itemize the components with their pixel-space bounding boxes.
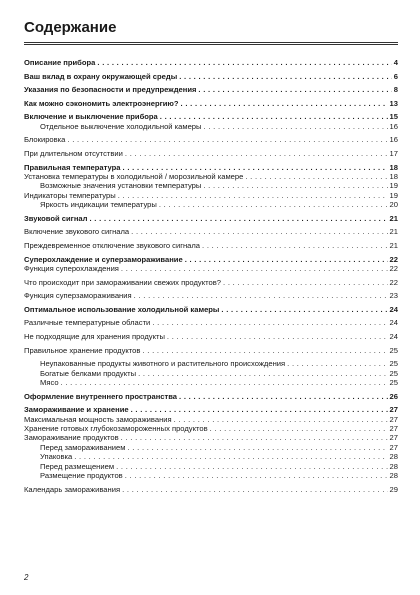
toc-leader-dots <box>245 172 387 181</box>
toc-entry <box>24 163 398 172</box>
toc-leader-dots <box>179 72 392 81</box>
toc-entry-page: 28 <box>389 452 398 462</box>
toc-entry-page: 24 <box>389 331 398 341</box>
toc-leader-dots <box>159 200 388 209</box>
toc-entry-page: 28 <box>389 470 398 480</box>
toc-entry <box>24 462 398 471</box>
toc-entry-title: Установка температуры в холодильной / морозильной камере <box>24 171 244 181</box>
toc-entry <box>24 369 398 378</box>
toc-leader-dots <box>287 359 387 368</box>
toc-entry <box>24 264 398 273</box>
toc-entry-page: 4 <box>393 58 398 67</box>
toc-leader-dots <box>142 346 387 355</box>
toc-entry <box>24 255 398 264</box>
toc-entry-page: 29 <box>389 484 398 494</box>
toc-entry <box>24 58 398 67</box>
toc-entry <box>24 112 398 121</box>
toc-entry-page: 19 <box>389 181 398 191</box>
toc-leader-dots <box>204 122 388 131</box>
toc-entry-page: 8 <box>393 85 398 95</box>
toc-entry <box>24 227 398 236</box>
toc-entry <box>24 433 398 442</box>
toc-leader-dots <box>125 471 388 480</box>
toc-entry <box>24 332 398 341</box>
toc-entry <box>24 278 398 287</box>
toc-leader-dots <box>198 85 391 94</box>
toc-entry <box>24 471 398 480</box>
toc-leader-dots <box>210 424 388 433</box>
toc-leader-dots <box>61 378 388 387</box>
toc-leader-dots <box>202 241 388 250</box>
toc-leader-dots <box>121 433 388 442</box>
toc-leader-dots <box>116 462 387 471</box>
page-number: 2 <box>24 573 29 582</box>
toc-entry <box>24 181 398 190</box>
toc-entry <box>24 359 398 368</box>
toc-entry-page: 25 <box>389 368 398 378</box>
toc-entry <box>24 318 398 327</box>
toc-entry-title: Не подходящие для хранения продукты <box>24 331 165 341</box>
toc-entry <box>24 172 398 181</box>
toc-entry-title: Включение звукового сигнала <box>24 227 130 237</box>
toc-entry-page: 20 <box>389 200 398 210</box>
toc-entry-page: 21 <box>389 213 398 223</box>
toc-entry-title: Суперохлаждение и суперзамораживание <box>24 254 183 264</box>
toc-entry-page: 27 <box>389 405 398 415</box>
toc-entry-page: 22 <box>389 254 398 264</box>
toc-leader-dots <box>181 99 388 108</box>
toc-entry-title: Ваш вклад в охрану окружающей среды <box>24 71 178 81</box>
toc-entry-title: Преждевременное отключение звукового сигнала <box>24 240 201 250</box>
toc-entry-title: Мясо <box>40 377 59 387</box>
toc-leader-dots <box>203 181 387 190</box>
toc-entry-title: Индикаторы температуры <box>24 190 116 200</box>
toc-entry-page: 18 <box>389 162 398 172</box>
toc-entry <box>24 214 398 223</box>
toc-entry-page: 27 <box>389 423 398 433</box>
toc-entry-page: 25 <box>389 345 398 355</box>
toc-entry-page: 27 <box>389 433 398 443</box>
toc-entry <box>24 85 398 94</box>
toc-leader-dots <box>125 149 388 158</box>
toc-entry <box>24 291 398 300</box>
toc-entry-page: 22 <box>389 263 398 273</box>
toc-leader-dots <box>131 405 388 414</box>
toc-entry <box>24 241 398 250</box>
toc-leader-dots <box>167 332 388 341</box>
toc-entry-title: Правильное хранение продуктов <box>24 345 141 355</box>
toc-leader-dots <box>223 278 388 287</box>
toc-entry-title: Функция суперохлаждения <box>24 263 119 273</box>
toc-entry-title: Перед замораживанием <box>40 442 126 452</box>
toc-entry <box>24 485 398 494</box>
toc-entry <box>24 443 398 452</box>
toc-entry <box>24 305 398 314</box>
toc-leader-dots <box>221 305 387 314</box>
toc-leader-dots <box>67 135 387 144</box>
toc-entry-page: 22 <box>389 277 398 287</box>
toc-entry-title: Замораживание продуктов <box>24 433 119 443</box>
toc-entry-title: Описание прибора <box>24 58 96 67</box>
toc-entry <box>24 424 398 433</box>
toc-entry-title: Указания по безопасности и предупреждения <box>24 85 197 95</box>
toc-entry-title: При длительном отсутствии <box>24 148 123 158</box>
toc-entry-page: 25 <box>389 359 398 369</box>
toc-entry-page: 24 <box>389 318 398 328</box>
toc-entry-title: Упаковка <box>40 452 73 462</box>
toc-entry <box>24 378 398 387</box>
toc-leader-dots <box>97 58 391 67</box>
toc-entry-title: Максимальная мощность замораживания <box>24 414 172 424</box>
toc-entry-title: Звуковой сигнал <box>24 213 88 223</box>
toc-entry-page: 27 <box>389 414 398 424</box>
toc-leader-dots <box>122 485 387 494</box>
toc-leader-dots <box>74 452 387 461</box>
toc-entry-page: 21 <box>389 227 398 237</box>
toc-entry-title: Яркость индикации температуры <box>40 200 157 210</box>
toc-entry-page: 27 <box>389 442 398 452</box>
toc-entry <box>24 122 398 131</box>
title-rule-bottom <box>24 44 398 45</box>
toc-leader-dots <box>185 255 388 264</box>
toc-leader-dots <box>123 163 388 172</box>
toc-entry-title: Хранение готовых глубокозамороженных продуктов <box>24 423 208 433</box>
toc-entry-page: 21 <box>389 240 398 250</box>
toc-entry-page: 13 <box>389 98 398 108</box>
toc-leader-dots <box>127 443 387 452</box>
toc-entry-title: Включение и выключение прибора <box>24 112 158 122</box>
toc-leader-dots <box>89 214 387 223</box>
toc-entry-page: 6 <box>393 71 398 81</box>
toc-entry-title: Перед размещением <box>40 461 115 471</box>
toc-entry <box>24 405 398 414</box>
toc-entry <box>24 135 398 144</box>
toc-entry-title: Размещение продуктов <box>40 470 123 480</box>
toc-entry <box>24 200 398 209</box>
toc-leader-dots <box>174 415 388 424</box>
toc-leader-dots <box>138 369 387 378</box>
toc-entry <box>24 72 398 81</box>
toc-entry-title: Календарь замораживания <box>24 484 121 494</box>
toc-entry-title: Различные температурные области <box>24 318 151 328</box>
toc-entry <box>24 415 398 424</box>
page-title: Содержание <box>24 19 117 36</box>
toc-entry-page: 17 <box>389 148 398 158</box>
toc-entry-title: Оптимальное использование холодильной камеры <box>24 304 220 314</box>
toc-entry-title: Богатые белками продукты <box>40 368 137 378</box>
title-rule-top <box>24 42 398 43</box>
toc-entry-title: Правильная температура <box>24 162 121 172</box>
toc-entry-title: Блокировка <box>24 135 66 145</box>
toc-entry-title: Возможные значения установки температуры <box>40 181 202 191</box>
toc-leader-dots <box>179 392 388 401</box>
toc-entry-page: 23 <box>389 291 398 301</box>
toc-entry-page: 18 <box>389 171 398 181</box>
toc-leader-dots <box>118 191 388 200</box>
toc-entry-page: 15 <box>389 112 398 122</box>
toc-entry-page: 25 <box>389 377 398 387</box>
toc-entry <box>24 346 398 355</box>
toc-entry-title: Отдельное выключение холодильной камеры <box>40 121 202 131</box>
table-of-contents <box>24 58 398 494</box>
toc-entry-page: 24 <box>389 304 398 314</box>
toc-entry-page: 16 <box>389 135 398 145</box>
toc-entry <box>24 99 398 108</box>
toc-entry-title: Оформление внутреннего пространства <box>24 391 178 401</box>
toc-leader-dots <box>152 318 387 327</box>
toc-entry <box>24 149 398 158</box>
toc-leader-dots <box>134 291 388 300</box>
toc-entry-page: 19 <box>389 190 398 200</box>
toc-entry <box>24 392 398 401</box>
toc-entry-title: Неупакованные продукты животного и растительного происхождения <box>40 359 286 369</box>
toc-entry-page: 28 <box>389 461 398 471</box>
toc-entry-title: Как можно сэкономить электроэнергию? <box>24 98 179 108</box>
toc-leader-dots <box>160 112 388 121</box>
toc-entry <box>24 191 398 200</box>
toc-entry-page: 26 <box>389 391 398 401</box>
toc-entry-page: 16 <box>389 121 398 131</box>
toc-entry-title: Замораживание и хранение <box>24 405 129 415</box>
toc-entry <box>24 452 398 461</box>
toc-entry-title: Что происходит при замораживании свежих продуктов? <box>24 277 221 287</box>
toc-leader-dots <box>121 264 388 273</box>
toc-entry-title: Функция суперзамораживания <box>24 291 132 301</box>
toc-leader-dots <box>131 227 387 236</box>
